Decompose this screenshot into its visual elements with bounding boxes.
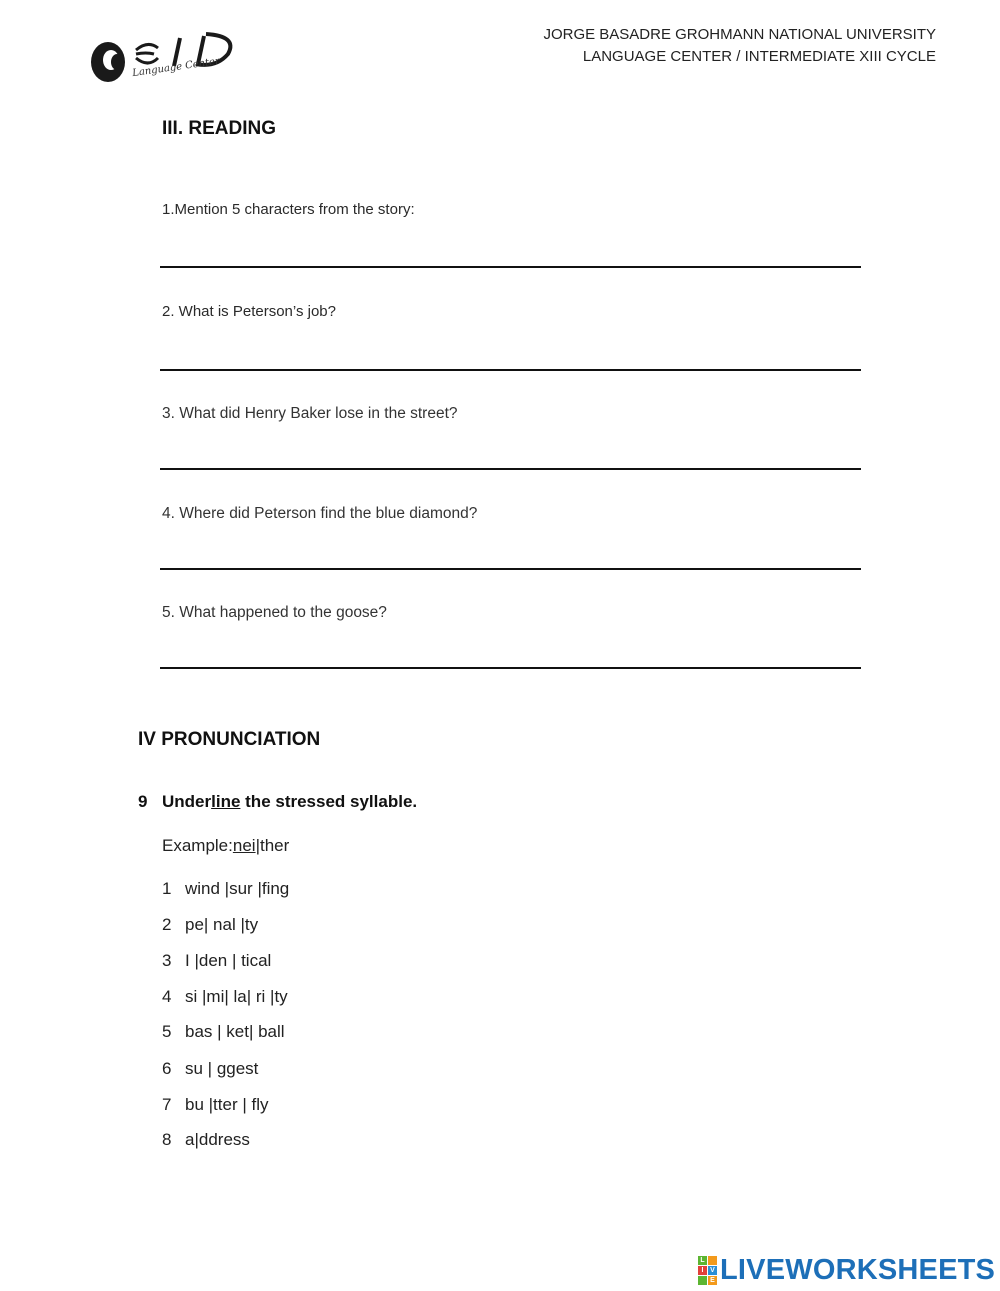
word-item[interactable] <box>162 1022 285 1042</box>
word-item[interactable] <box>162 987 288 1007</box>
mark-letter: V <box>708 1266 717 1275</box>
pronunciation-title: IV PRONUNCIATION <box>138 729 321 750</box>
mark-letter: I <box>698 1266 707 1275</box>
mark-block <box>708 1256 717 1265</box>
page-header <box>543 24 936 68</box>
word-syllables[interactable]: pe| nal |ty <box>185 915 259 934</box>
answer-input-4[interactable] <box>162 541 863 569</box>
reading-question-1: 1.Mention 5 characters from the story: <box>162 201 415 218</box>
reading-question-4: 4. Where did Peterson find the blue diamond? <box>162 505 478 522</box>
liveworksheets-wordmark: LIVEWORKSHEETS <box>720 1253 996 1286</box>
reading-question-2: 2. What is Peterson’s job? <box>162 303 336 320</box>
reading-title: III. READING <box>162 118 277 139</box>
answer-line-3 <box>160 468 861 470</box>
instruction-post: the stressed syllable. <box>240 792 418 811</box>
answer-input-1[interactable] <box>162 240 863 268</box>
answer-line-2 <box>160 369 861 371</box>
word-number: 4 <box>162 987 172 1006</box>
word-number: 2 <box>162 915 172 934</box>
word-item[interactable] <box>162 879 289 899</box>
mark-block <box>698 1276 707 1285</box>
word-syllables[interactable]: a|ddress <box>185 1130 250 1149</box>
answer-line-4 <box>160 568 861 570</box>
ceid-logo <box>88 28 248 88</box>
word-item[interactable] <box>162 915 258 935</box>
answer-line-1 <box>160 266 861 268</box>
example-stressed-syllable: nei <box>232 836 256 855</box>
instruction-pre: Under <box>162 792 212 811</box>
logo-subtitle: Language Center <box>131 55 221 80</box>
pronunciation-example <box>162 836 289 856</box>
word-number: 5 <box>162 1022 172 1041</box>
word-number: 3 <box>162 951 172 970</box>
word-number: 1 <box>162 879 172 898</box>
pronunciation-instruction <box>138 792 417 812</box>
mark-letter: L <box>698 1256 707 1265</box>
word-item[interactable] <box>162 1095 268 1115</box>
liveworksheets-logo-icon <box>698 1256 717 1285</box>
instruction-underlined: line <box>211 792 241 811</box>
word-syllables[interactable]: su | ggest <box>185 1059 259 1078</box>
word-syllables[interactable]: bas | ket| ball <box>185 1022 285 1041</box>
instruction-number: 9 <box>138 792 148 811</box>
reading-question-5: 5. What happened to the goose? <box>162 604 387 621</box>
answer-line-5 <box>160 667 861 669</box>
word-item[interactable] <box>162 1130 250 1150</box>
ceid-logo-icon <box>88 28 248 88</box>
university-name: JORGE BASADRE GROHMANN NATIONAL UNIVERSITY <box>543 26 936 43</box>
word-syllables[interactable]: si |mi| la| ri |ty <box>185 987 288 1006</box>
word-item[interactable] <box>162 1059 258 1079</box>
reading-question-3: 3. What did Henry Baker lose in the street? <box>162 405 458 422</box>
word-number: 7 <box>162 1095 172 1114</box>
mark-letter: E <box>708 1276 717 1285</box>
answer-input-2[interactable] <box>162 342 863 370</box>
example-label: Example: <box>162 836 233 855</box>
answer-input-5[interactable] <box>162 640 863 668</box>
word-syllables[interactable]: I |den | tical <box>185 951 272 970</box>
word-item[interactable] <box>162 951 271 971</box>
answer-input-3[interactable] <box>162 441 863 469</box>
liveworksheets-brand <box>698 1253 995 1287</box>
word-syllables[interactable]: wind |sur |fing <box>185 879 290 898</box>
word-number: 6 <box>162 1059 172 1078</box>
course-info: LANGUAGE CENTER / INTERMEDIATE XIII CYCLE <box>582 48 936 65</box>
word-syllables[interactable]: bu |tter | fly <box>185 1095 269 1114</box>
example-rest: |ther <box>255 836 290 855</box>
word-number: 8 <box>162 1130 172 1149</box>
